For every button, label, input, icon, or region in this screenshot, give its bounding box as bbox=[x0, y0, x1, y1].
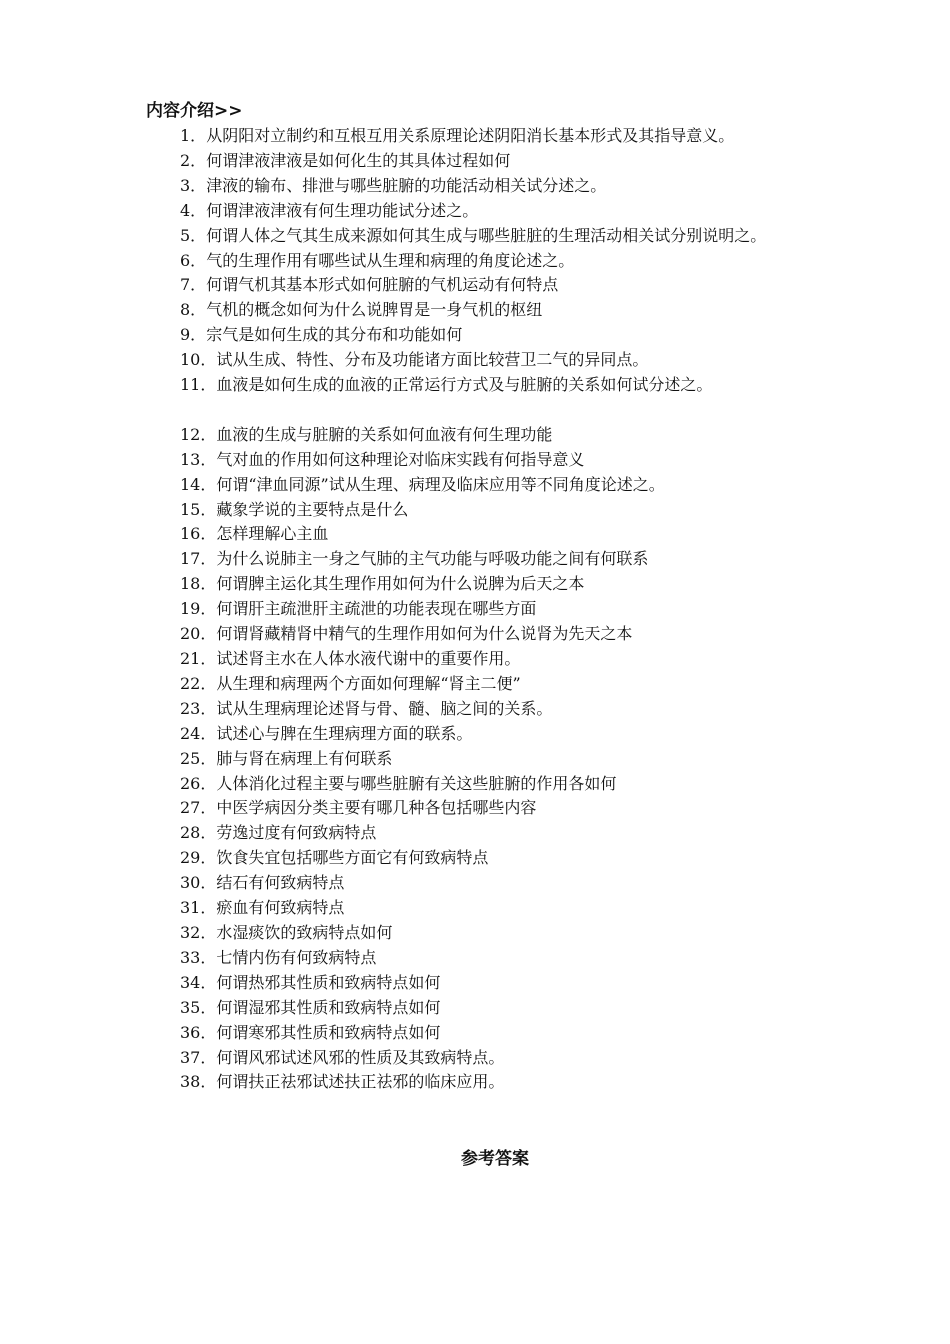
question-item bbox=[146, 298, 816, 323]
question-item bbox=[146, 747, 816, 772]
question-text: 气机的概念如何为什么说脾胃是一身气机的枢纽 bbox=[206, 300, 543, 320]
question-text: 七情内伤有何致病特点 bbox=[216, 947, 377, 967]
question-number: 21． bbox=[180, 649, 217, 669]
question-number: 1． bbox=[180, 126, 207, 145]
question-text: 气对血的作用如何这种理论对临床实践有何指导意义 bbox=[216, 449, 585, 469]
question-number: 32． bbox=[180, 922, 217, 942]
question-number: 9． bbox=[180, 325, 207, 345]
question-item bbox=[146, 597, 816, 622]
question-item bbox=[146, 149, 816, 174]
question-item bbox=[146, 473, 816, 498]
question-text: 何谓人体之气其生成来源如何其生成与哪些脏脏的生理活动相关试分别说明之。 bbox=[206, 225, 767, 245]
question-number: 29． bbox=[180, 848, 217, 868]
question-text: 何谓湿邪其性质和致病特点如何 bbox=[216, 997, 441, 1017]
question-number: 26． bbox=[180, 773, 217, 793]
question-text: 血液是如何生成的血液的正常运行方式及与脏腑的关系如何试分述之。 bbox=[216, 375, 713, 395]
question-item bbox=[146, 174, 816, 199]
question-item bbox=[146, 124, 816, 149]
question-item bbox=[146, 249, 816, 274]
blank-line bbox=[146, 398, 816, 423]
question-item bbox=[146, 796, 816, 821]
question-number: 18． bbox=[180, 574, 217, 594]
question-number: 30． bbox=[180, 873, 217, 893]
question-text: 血液的生成与脏腑的关系如何血液有何生理功能 bbox=[216, 424, 553, 444]
question-text: 劳逸过度有何致病特点 bbox=[216, 823, 377, 843]
question-item bbox=[146, 373, 816, 398]
question-item bbox=[146, 846, 816, 871]
question-text: 中医学病因分类主要有哪几种各包括哪些内容 bbox=[216, 798, 537, 818]
question-text: 怎样理解心主血 bbox=[216, 524, 329, 544]
question-item bbox=[146, 971, 816, 996]
question-item bbox=[146, 921, 816, 946]
question-number: 5． bbox=[180, 225, 207, 245]
answer-section-title: 参考答案 bbox=[461, 1149, 529, 1169]
question-text: 饮食失宜包括哪些方面它有何致病特点 bbox=[216, 848, 489, 868]
question-number: 34． bbox=[180, 972, 217, 992]
question-item bbox=[146, 522, 816, 547]
question-text: 藏象学说的主要特点是什么 bbox=[216, 499, 409, 519]
question-item bbox=[146, 772, 816, 797]
question-text: 为什么说肺主一身之气肺的主气功能与呼吸功能之间有何联系 bbox=[216, 549, 649, 569]
question-number: 37． bbox=[180, 1047, 217, 1067]
question-text: 试述肾主水在人体水液代谢中的重要作用。 bbox=[216, 649, 521, 669]
question-number: 22． bbox=[180, 673, 217, 693]
question-number: 2． bbox=[180, 150, 207, 170]
question-text: 津液的输布、排泄与哪些脏腑的功能活动相关试分述之。 bbox=[206, 175, 607, 195]
question-item bbox=[146, 199, 816, 224]
question-text: 何谓热邪其性质和致病特点如何 bbox=[216, 972, 441, 992]
question-item bbox=[146, 647, 816, 672]
question-text: 何谓风邪试述风邪的性质及其致病特点。 bbox=[216, 1047, 505, 1067]
question-text: 何谓扶正祛邪试述扶正祛邪的临床应用。 bbox=[216, 1072, 505, 1092]
question-item bbox=[146, 1021, 816, 1046]
question-item bbox=[146, 622, 816, 647]
question-number: 27． bbox=[180, 798, 217, 818]
question-number: 25． bbox=[180, 748, 217, 768]
question-text: 水湿痰饮的致病特点如何 bbox=[216, 922, 393, 942]
question-number: 16． bbox=[180, 524, 217, 544]
question-number: 20． bbox=[180, 624, 217, 644]
question-item bbox=[146, 697, 816, 722]
question-text: 何谓“津血同源”试从生理、病理及临床应用等不同角度论述之。 bbox=[216, 474, 665, 494]
question-number: 6． bbox=[180, 250, 207, 270]
question-number: 4． bbox=[180, 200, 207, 220]
question-text: 气的生理作用有哪些试从生理和病理的角度论述之。 bbox=[206, 250, 575, 270]
question-text: 试述心与脾在生理病理方面的联系。 bbox=[216, 723, 473, 743]
question-text: 试从生成、特性、分布及功能诸方面比较营卫二气的异同点。 bbox=[216, 350, 649, 370]
question-number: 17． bbox=[180, 549, 217, 569]
question-text: 宗气是如何生成的其分布和功能如何 bbox=[206, 325, 463, 345]
question-text: 人体消化过程主要与哪些脏腑有关这些脏腑的作用各如何 bbox=[216, 773, 617, 793]
question-number: 28． bbox=[180, 823, 217, 843]
question-number: 3． bbox=[180, 175, 207, 195]
question-number: 31． bbox=[180, 898, 217, 918]
question-text: 何谓津液津液有何生理功能试分述之。 bbox=[206, 200, 479, 220]
question-number: 12． bbox=[180, 424, 217, 444]
question-item bbox=[146, 224, 816, 249]
question-number: 36． bbox=[180, 1022, 217, 1042]
question-number: 19． bbox=[180, 599, 217, 619]
question-item bbox=[146, 547, 816, 572]
section-heading: 内容介绍>> bbox=[146, 101, 243, 121]
question-number: 38． bbox=[180, 1072, 217, 1092]
question-text: 结石有何致病特点 bbox=[216, 873, 345, 893]
question-text: 从生理和病理两个方面如何理解“肾主二便” bbox=[216, 673, 521, 693]
question-number: 10． bbox=[180, 350, 217, 370]
question-text: 何谓脾主运化其生理作用如何为什么说脾为后天之本 bbox=[216, 574, 585, 594]
question-item bbox=[146, 448, 816, 473]
question-text: 何谓肝主疏泄肝主疏泄的功能表现在哪些方面 bbox=[216, 599, 537, 619]
question-item bbox=[146, 996, 816, 1021]
question-number: 11． bbox=[180, 375, 217, 395]
question-item bbox=[146, 273, 816, 298]
question-text: 何谓寒邪其性质和致病特点如何 bbox=[216, 1022, 441, 1042]
question-item bbox=[146, 871, 816, 896]
question-number: 8． bbox=[180, 300, 207, 320]
question-item bbox=[146, 348, 816, 373]
question-text: 瘀血有何致病特点 bbox=[216, 898, 345, 918]
question-number: 33． bbox=[180, 947, 217, 967]
question-item bbox=[146, 572, 816, 597]
question-item bbox=[146, 1070, 816, 1095]
question-item bbox=[146, 722, 816, 747]
question-item bbox=[146, 423, 816, 448]
question-item bbox=[146, 498, 816, 523]
question-text: 肺与肾在病理上有何联系 bbox=[216, 748, 393, 768]
question-item bbox=[146, 672, 816, 697]
question-number: 35． bbox=[180, 997, 217, 1017]
question-text: 试从生理病理论述肾与骨、髓、脑之间的关系。 bbox=[216, 698, 553, 718]
question-number: 15． bbox=[180, 499, 217, 519]
question-text: 何谓肾藏精肾中精气的生理作用如何为什么说肾为先天之本 bbox=[216, 624, 633, 644]
question-text: 何谓气机其基本形式如何脏腑的气机运动有何特点 bbox=[206, 275, 559, 295]
question-item bbox=[146, 946, 816, 971]
question-number: 23． bbox=[180, 698, 217, 718]
question-number: 14． bbox=[180, 474, 217, 494]
question-item bbox=[146, 821, 816, 846]
question-item bbox=[146, 1046, 816, 1071]
question-text: 从阴阳对立制约和互根互用关系原理论述阴阳消长基本形式及其指导意义。 bbox=[206, 126, 735, 145]
question-number: 7． bbox=[180, 275, 207, 295]
question-list bbox=[146, 124, 816, 1095]
question-item bbox=[146, 323, 816, 348]
question-number: 13． bbox=[180, 449, 217, 469]
question-item bbox=[146, 896, 816, 921]
question-text: 何谓津液津液是如何化生的其具体过程如何 bbox=[206, 150, 511, 170]
question-number: 24． bbox=[180, 723, 217, 743]
